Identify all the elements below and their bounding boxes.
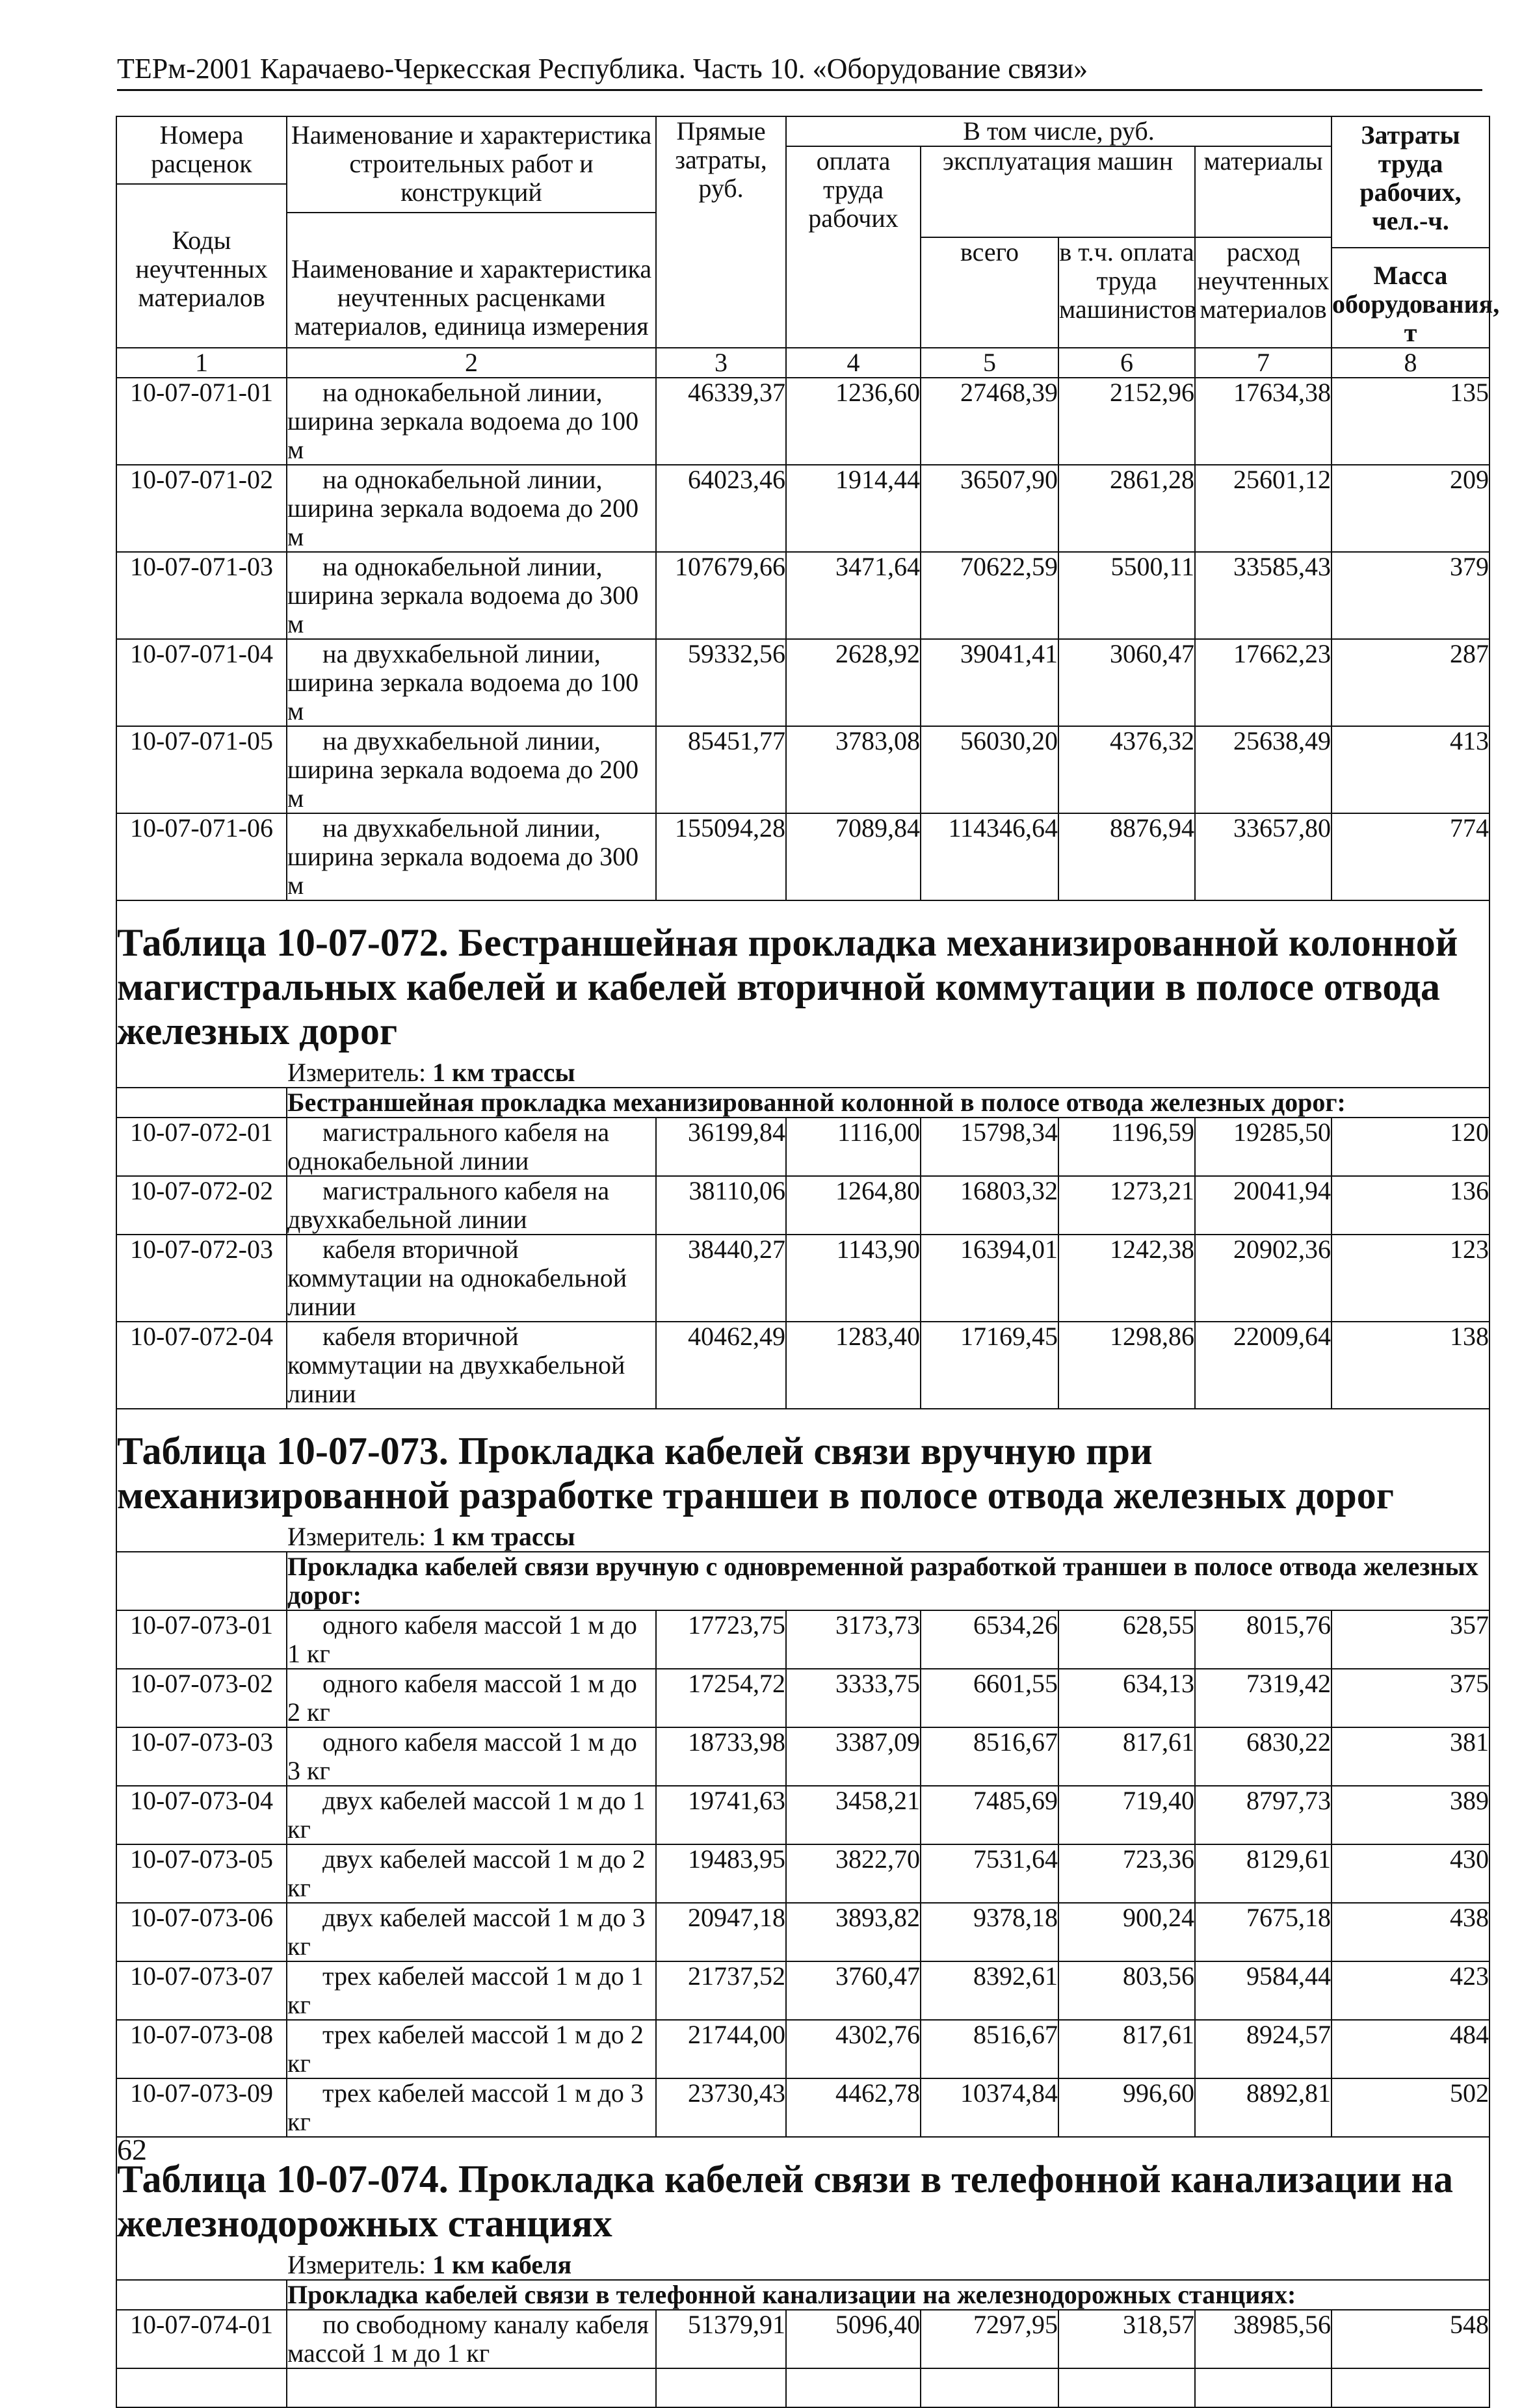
table-073-body bbox=[116, 1610, 1489, 2137]
machines-cost: 16803,32 bbox=[921, 1176, 1058, 1235]
column-numbers-row bbox=[116, 348, 1489, 378]
direct-costs: 64023,46 bbox=[656, 465, 786, 552]
header-material-use: расход неучтенных материалов bbox=[1195, 237, 1332, 348]
table-row bbox=[116, 1118, 1489, 1176]
table-row bbox=[116, 2078, 1489, 2137]
column-number: 4 bbox=[786, 348, 921, 378]
rate-code: 10-07-073-09 bbox=[116, 2078, 287, 2137]
labor-cost: 7089,84 bbox=[786, 813, 921, 900]
labor-cost: 1264,80 bbox=[786, 1176, 921, 1235]
rate-code: 10-07-073-08 bbox=[116, 2020, 287, 2078]
header-in-total: В том числе, руб. bbox=[786, 116, 1332, 146]
direct-costs: 155094,28 bbox=[656, 813, 786, 900]
operators-cost: 803,56 bbox=[1058, 1961, 1195, 2020]
operators-cost: 817,61 bbox=[1058, 2020, 1195, 2078]
table-071-body bbox=[116, 378, 1489, 900]
work-description: магистрального кабеля на однокабельной линии bbox=[287, 1118, 656, 1176]
section-072-heading bbox=[117, 901, 1489, 1056]
table-row bbox=[116, 726, 1489, 813]
operators-cost: 4376,32 bbox=[1058, 726, 1195, 813]
rate-code: 10-07-073-04 bbox=[116, 1786, 287, 1844]
operators-cost: 817,61 bbox=[1058, 1727, 1195, 1786]
labor-hours: 135 bbox=[1332, 378, 1489, 465]
materials-cost: 38985,56 bbox=[1195, 2310, 1332, 2368]
table-row bbox=[116, 1322, 1489, 1409]
materials-cost: 20902,36 bbox=[1195, 1235, 1332, 1322]
operators-cost: 8876,94 bbox=[1058, 813, 1195, 900]
column-number: 2 bbox=[287, 348, 656, 378]
table-row bbox=[116, 1176, 1489, 1235]
section-073 bbox=[116, 1409, 1489, 1610]
materials-cost: 8924,57 bbox=[1195, 2020, 1332, 2078]
labor-hours: 123 bbox=[1332, 1235, 1489, 1322]
table-row bbox=[116, 465, 1489, 552]
operators-cost: 2861,28 bbox=[1058, 465, 1195, 552]
rate-code: 10-07-073-05 bbox=[116, 1844, 287, 1903]
header-machines: эксплуатация машин bbox=[921, 146, 1195, 237]
operators-cost: 1273,21 bbox=[1058, 1176, 1195, 1235]
machines-cost: 17169,45 bbox=[921, 1322, 1058, 1409]
column-number: 3 bbox=[656, 348, 786, 378]
labor-hours: 774 bbox=[1332, 813, 1489, 900]
rate-code: 10-07-072-04 bbox=[116, 1322, 287, 1409]
column-number: 1 bbox=[116, 348, 287, 378]
materials-cost: 8797,73 bbox=[1195, 1786, 1332, 1844]
work-description: на однокабельной линии, ширина зеркала водоема до 200 м bbox=[287, 465, 656, 552]
direct-costs: 19741,63 bbox=[656, 1786, 786, 1844]
header-code-cell bbox=[116, 116, 287, 348]
header-machines-total: всего bbox=[921, 237, 1058, 348]
section-073-meter bbox=[117, 1520, 1489, 1551]
direct-costs: 51379,91 bbox=[656, 2310, 786, 2368]
work-description: трех кабелей массой 1 м до 3 кг bbox=[287, 2078, 656, 2137]
labor-hours: 438 bbox=[1332, 1903, 1489, 1961]
operators-cost: 5500,11 bbox=[1058, 552, 1195, 639]
rate-code: 10-07-073-07 bbox=[116, 1961, 287, 2020]
table-074-body bbox=[116, 2310, 1489, 2368]
header-direct: Прямые затраты, руб. bbox=[656, 116, 786, 348]
labor-hours: 120 bbox=[1332, 1118, 1489, 1176]
labor-cost: 4302,76 bbox=[786, 2020, 921, 2078]
work-description: одного кабеля массой 1 м до 3 кг bbox=[287, 1727, 656, 1786]
labor-hours: 287 bbox=[1332, 639, 1489, 726]
table-row bbox=[116, 552, 1489, 639]
table-row bbox=[116, 1235, 1489, 1322]
header-hours-top: Затраты труда рабочих, чел.-ч. bbox=[1359, 120, 1462, 235]
labor-cost: 5096,40 bbox=[786, 2310, 921, 2368]
labor-hours: 209 bbox=[1332, 465, 1489, 552]
table-row bbox=[116, 1844, 1489, 1903]
meter-label: Измеритель: bbox=[287, 2250, 426, 2279]
section-074-subheading: Прокладка кабелей связи в телефонной канализации на железнодорожных станциях: bbox=[287, 2280, 1489, 2310]
rate-code: 10-07-071-06 bbox=[116, 813, 287, 900]
header-materials: материалы bbox=[1195, 146, 1332, 237]
table-row bbox=[116, 378, 1489, 465]
meter-value: 1 км кабеля bbox=[432, 2250, 572, 2279]
section-074-title: Прокладка кабелей связи в телефонной канализации на железнодорожных станциях bbox=[117, 2158, 1453, 2245]
materials-cost: 17634,38 bbox=[1195, 378, 1332, 465]
table-row bbox=[116, 639, 1489, 726]
machines-cost: 56030,20 bbox=[921, 726, 1058, 813]
materials-cost: 7319,42 bbox=[1195, 1669, 1332, 1727]
operators-cost: 1242,38 bbox=[1058, 1235, 1195, 1322]
materials-cost: 25638,49 bbox=[1195, 726, 1332, 813]
labor-hours: 138 bbox=[1332, 1322, 1489, 1409]
table-row bbox=[116, 2020, 1489, 2078]
section-072-subheading: Бестраншейная прокладка механизированной колонной в полосе отвода железных дорог: bbox=[287, 1088, 1489, 1118]
machines-cost: 10374,84 bbox=[921, 2078, 1058, 2137]
machines-cost: 8516,67 bbox=[921, 1727, 1058, 1786]
direct-costs: 40462,49 bbox=[656, 1322, 786, 1409]
direct-costs: 23730,43 bbox=[656, 2078, 786, 2137]
meter-label: Измеритель: bbox=[287, 1058, 426, 1087]
section-072-title: Бестраншейная прокладка механизированной колонной магистральных кабелей и кабелей вторичной коммутации в полосе отвода железных дорог bbox=[117, 921, 1458, 1053]
direct-costs: 21744,00 bbox=[656, 2020, 786, 2078]
direct-costs: 38440,27 bbox=[656, 1235, 786, 1322]
direct-costs: 19483,95 bbox=[656, 1844, 786, 1903]
header-name-cell bbox=[287, 116, 656, 348]
header-name-bottom: Наименование и характеристика неучтенных расценками материалов, единица измерения bbox=[291, 254, 652, 341]
rate-code: 10-07-071-02 bbox=[116, 465, 287, 552]
work-description: трех кабелей массой 1 м до 1 кг bbox=[287, 1961, 656, 2020]
meter-value: 1 км трассы bbox=[432, 1058, 575, 1087]
page-number: 62 bbox=[117, 2133, 147, 2166]
operators-cost: 2152,96 bbox=[1058, 378, 1195, 465]
work-description: на двухкабельной линии, ширина зеркала водоема до 100 м bbox=[287, 639, 656, 726]
materials-cost: 25601,12 bbox=[1195, 465, 1332, 552]
labor-hours: 389 bbox=[1332, 1786, 1489, 1844]
section-074-label: Таблица 10-07-074. bbox=[117, 2158, 449, 2201]
labor-hours: 136 bbox=[1332, 1176, 1489, 1235]
operators-cost: 628,55 bbox=[1058, 1610, 1195, 1669]
section-072-meter bbox=[117, 1056, 1489, 1087]
column-number: 8 bbox=[1332, 348, 1489, 378]
work-description: на однокабельной линии, ширина зеркала водоема до 100 м bbox=[287, 378, 656, 465]
header-hours-cell bbox=[1332, 116, 1500, 348]
operators-cost: 719,40 bbox=[1058, 1786, 1195, 1844]
labor-hours: 430 bbox=[1332, 1844, 1489, 1903]
direct-costs: 46339,37 bbox=[656, 378, 786, 465]
header-code-bottom: Коды неучтенных материалов bbox=[135, 226, 268, 312]
meter-label: Измеритель: bbox=[287, 1522, 426, 1551]
labor-hours: 548 bbox=[1332, 2310, 1489, 2368]
materials-cost: 33585,43 bbox=[1195, 552, 1332, 639]
machines-cost: 39041,41 bbox=[921, 639, 1058, 726]
materials-cost: 7675,18 bbox=[1195, 1903, 1332, 1961]
labor-cost: 3471,64 bbox=[786, 552, 921, 639]
section-073-title: Прокладка кабелей связи вручную при механизированной разработке траншеи в полосе отвода железных дорог bbox=[117, 1430, 1395, 1517]
labor-cost: 1236,60 bbox=[786, 378, 921, 465]
meter-value: 1 км трассы bbox=[432, 1522, 575, 1551]
section-073-heading bbox=[117, 1409, 1489, 1520]
operators-cost: 3060,47 bbox=[1058, 639, 1195, 726]
work-description: на двухкабельной линии, ширина зеркала водоема до 200 м bbox=[287, 726, 656, 813]
labor-cost: 1283,40 bbox=[786, 1322, 921, 1409]
rate-code: 10-07-074-01 bbox=[116, 2310, 287, 2368]
section-074-meter bbox=[117, 2248, 1489, 2279]
column-number: 6 bbox=[1058, 348, 1195, 378]
work-description: одного кабеля массой 1 м до 2 кг bbox=[287, 1669, 656, 1727]
machines-cost: 70622,59 bbox=[921, 552, 1058, 639]
work-description: кабеля вторичной коммутации на двухкабельной линии bbox=[287, 1322, 656, 1409]
direct-costs: 59332,56 bbox=[656, 639, 786, 726]
table-row bbox=[116, 1786, 1489, 1844]
labor-cost: 3387,09 bbox=[786, 1727, 921, 1786]
column-number: 5 bbox=[921, 348, 1058, 378]
direct-costs: 20947,18 bbox=[656, 1903, 786, 1961]
materials-cost: 8892,81 bbox=[1195, 2078, 1332, 2137]
labor-cost: 3893,82 bbox=[786, 1903, 921, 1961]
operators-cost: 1298,86 bbox=[1058, 1322, 1195, 1409]
labor-hours: 423 bbox=[1332, 1961, 1489, 2020]
table-header bbox=[116, 116, 1500, 348]
direct-costs: 18733,98 bbox=[656, 1727, 786, 1786]
materials-cost: 20041,94 bbox=[1195, 1176, 1332, 1235]
work-description: по свободному каналу кабеля массой 1 м до 1 кг bbox=[287, 2310, 656, 2368]
operators-cost: 634,13 bbox=[1058, 1669, 1195, 1727]
materials-cost: 22009,64 bbox=[1195, 1322, 1332, 1409]
labor-cost: 1914,44 bbox=[786, 465, 921, 552]
work-description: магистрального кабеля на двухкабельной линии bbox=[287, 1176, 656, 1235]
machines-cost: 7297,95 bbox=[921, 2310, 1058, 2368]
rate-code: 10-07-071-01 bbox=[116, 378, 287, 465]
labor-hours: 357 bbox=[1332, 1610, 1489, 1669]
work-description: одного кабеля массой 1 м до 1 кг bbox=[287, 1610, 656, 1669]
operators-cost: 318,57 bbox=[1058, 2310, 1195, 2368]
rate-code: 10-07-073-03 bbox=[116, 1727, 287, 1786]
header-operators: в т.ч. оплата труда машинистов bbox=[1058, 237, 1195, 348]
machines-cost: 6534,26 bbox=[921, 1610, 1058, 1669]
rate-code: 10-07-072-03 bbox=[116, 1235, 287, 1322]
materials-cost: 33657,80 bbox=[1195, 813, 1332, 900]
machines-cost: 36507,90 bbox=[921, 465, 1058, 552]
rate-code: 10-07-073-06 bbox=[116, 1903, 287, 1961]
labor-cost: 3783,08 bbox=[786, 726, 921, 813]
machines-cost: 7485,69 bbox=[921, 1786, 1058, 1844]
header-code-top: Номера расценок bbox=[151, 120, 252, 178]
labor-cost: 3458,21 bbox=[786, 1786, 921, 1844]
direct-costs: 17723,75 bbox=[656, 1610, 786, 1669]
labor-cost: 3760,47 bbox=[786, 1961, 921, 2020]
labor-hours: 379 bbox=[1332, 552, 1489, 639]
labor-hours: 413 bbox=[1332, 726, 1489, 813]
work-description: на однокабельной линии, ширина зеркала водоема до 300 м bbox=[287, 552, 656, 639]
machines-cost: 8392,61 bbox=[921, 1961, 1058, 2020]
work-description: двух кабелей массой 1 м до 3 кг bbox=[287, 1903, 656, 1961]
table-row bbox=[116, 1903, 1489, 1961]
machines-cost: 27468,39 bbox=[921, 378, 1058, 465]
rate-code: 10-07-071-03 bbox=[116, 552, 287, 639]
section-074-heading bbox=[117, 2138, 1489, 2248]
operators-cost: 996,60 bbox=[1058, 2078, 1195, 2137]
work-description: двух кабелей массой 1 м до 1 кг bbox=[287, 1786, 656, 1844]
labor-cost: 1143,90 bbox=[786, 1235, 921, 1322]
section-073-subheading: Прокладка кабелей связи вручную с одновременной разработкой траншеи в полосе отвода железных дорог: bbox=[287, 1552, 1489, 1610]
page-header: ТЕРм-2001 Карачаево-Черкесская Республика. Часть 10. «Оборудование связи» bbox=[117, 52, 1482, 91]
header-name-top: Наименование и характеристика строительных работ и конструкций bbox=[291, 120, 652, 207]
labor-hours: 381 bbox=[1332, 1727, 1489, 1786]
section-074 bbox=[116, 2137, 1489, 2310]
labor-hours: 484 bbox=[1332, 2020, 1489, 2078]
labor-hours: 502 bbox=[1332, 2078, 1489, 2137]
work-description: на двухкабельной линии, ширина зеркала водоема до 300 м bbox=[287, 813, 656, 900]
section-073-label: Таблица 10-07-073. bbox=[117, 1430, 449, 1472]
direct-costs: 85451,77 bbox=[656, 726, 786, 813]
labor-cost: 1116,00 bbox=[786, 1118, 921, 1176]
direct-costs: 38110,06 bbox=[656, 1176, 786, 1235]
rate-code: 10-07-072-02 bbox=[116, 1176, 287, 1235]
header-mass: Масса оборудования, т bbox=[1332, 261, 1500, 347]
table-row bbox=[116, 2310, 1489, 2368]
rate-code: 10-07-073-02 bbox=[116, 1669, 287, 1727]
labor-cost: 4462,78 bbox=[786, 2078, 921, 2137]
direct-costs: 17254,72 bbox=[656, 1669, 786, 1727]
machines-cost: 7531,64 bbox=[921, 1844, 1058, 1903]
labor-cost: 3173,73 bbox=[786, 1610, 921, 1669]
materials-cost: 17662,23 bbox=[1195, 639, 1332, 726]
operators-cost: 900,24 bbox=[1058, 1903, 1195, 1961]
machines-cost: 8516,67 bbox=[921, 2020, 1058, 2078]
machines-cost: 114346,64 bbox=[921, 813, 1058, 900]
column-number: 7 bbox=[1195, 348, 1332, 378]
rate-code: 10-07-073-01 bbox=[116, 1610, 287, 1669]
rate-code: 10-07-071-05 bbox=[116, 726, 287, 813]
direct-costs: 21737,52 bbox=[656, 1961, 786, 2020]
section-072 bbox=[116, 900, 1489, 1118]
table-072-body bbox=[116, 1118, 1489, 1409]
header-labor: оплата труда рабочих bbox=[786, 146, 921, 348]
operators-cost: 1196,59 bbox=[1058, 1118, 1195, 1176]
table-row bbox=[116, 813, 1489, 900]
machines-cost: 16394,01 bbox=[921, 1235, 1058, 1322]
work-description: двух кабелей массой 1 м до 2 кг bbox=[287, 1844, 656, 1903]
labor-cost: 3822,70 bbox=[786, 1844, 921, 1903]
operators-cost: 723,36 bbox=[1058, 1844, 1195, 1903]
materials-cost: 8129,61 bbox=[1195, 1844, 1332, 1903]
machines-cost: 9378,18 bbox=[921, 1903, 1058, 1961]
section-072-label: Таблица 10-07-072. bbox=[117, 921, 449, 964]
rate-code: 10-07-071-04 bbox=[116, 639, 287, 726]
labor-cost: 3333,75 bbox=[786, 1669, 921, 1727]
materials-cost: 8015,76 bbox=[1195, 1610, 1332, 1669]
materials-cost: 6830,22 bbox=[1195, 1727, 1332, 1786]
labor-hours: 375 bbox=[1332, 1669, 1489, 1727]
rates-table bbox=[116, 116, 1500, 2408]
table-row bbox=[116, 1669, 1489, 1727]
direct-costs: 107679,66 bbox=[656, 552, 786, 639]
machines-cost: 15798,34 bbox=[921, 1118, 1058, 1176]
table-row bbox=[116, 1727, 1489, 1786]
table-row bbox=[116, 1610, 1489, 1669]
rate-code: 10-07-072-01 bbox=[116, 1118, 287, 1176]
labor-cost: 2628,92 bbox=[786, 639, 921, 726]
materials-cost: 9584,44 bbox=[1195, 1961, 1332, 2020]
materials-cost: 19285,50 bbox=[1195, 1118, 1332, 1176]
direct-costs: 36199,84 bbox=[656, 1118, 786, 1176]
work-description: трех кабелей массой 1 м до 2 кг bbox=[287, 2020, 656, 2078]
machines-cost: 6601,55 bbox=[921, 1669, 1058, 1727]
work-description: кабеля вторичной коммутации на однокабельной линии bbox=[287, 1235, 656, 1322]
table-row bbox=[116, 1961, 1489, 2020]
